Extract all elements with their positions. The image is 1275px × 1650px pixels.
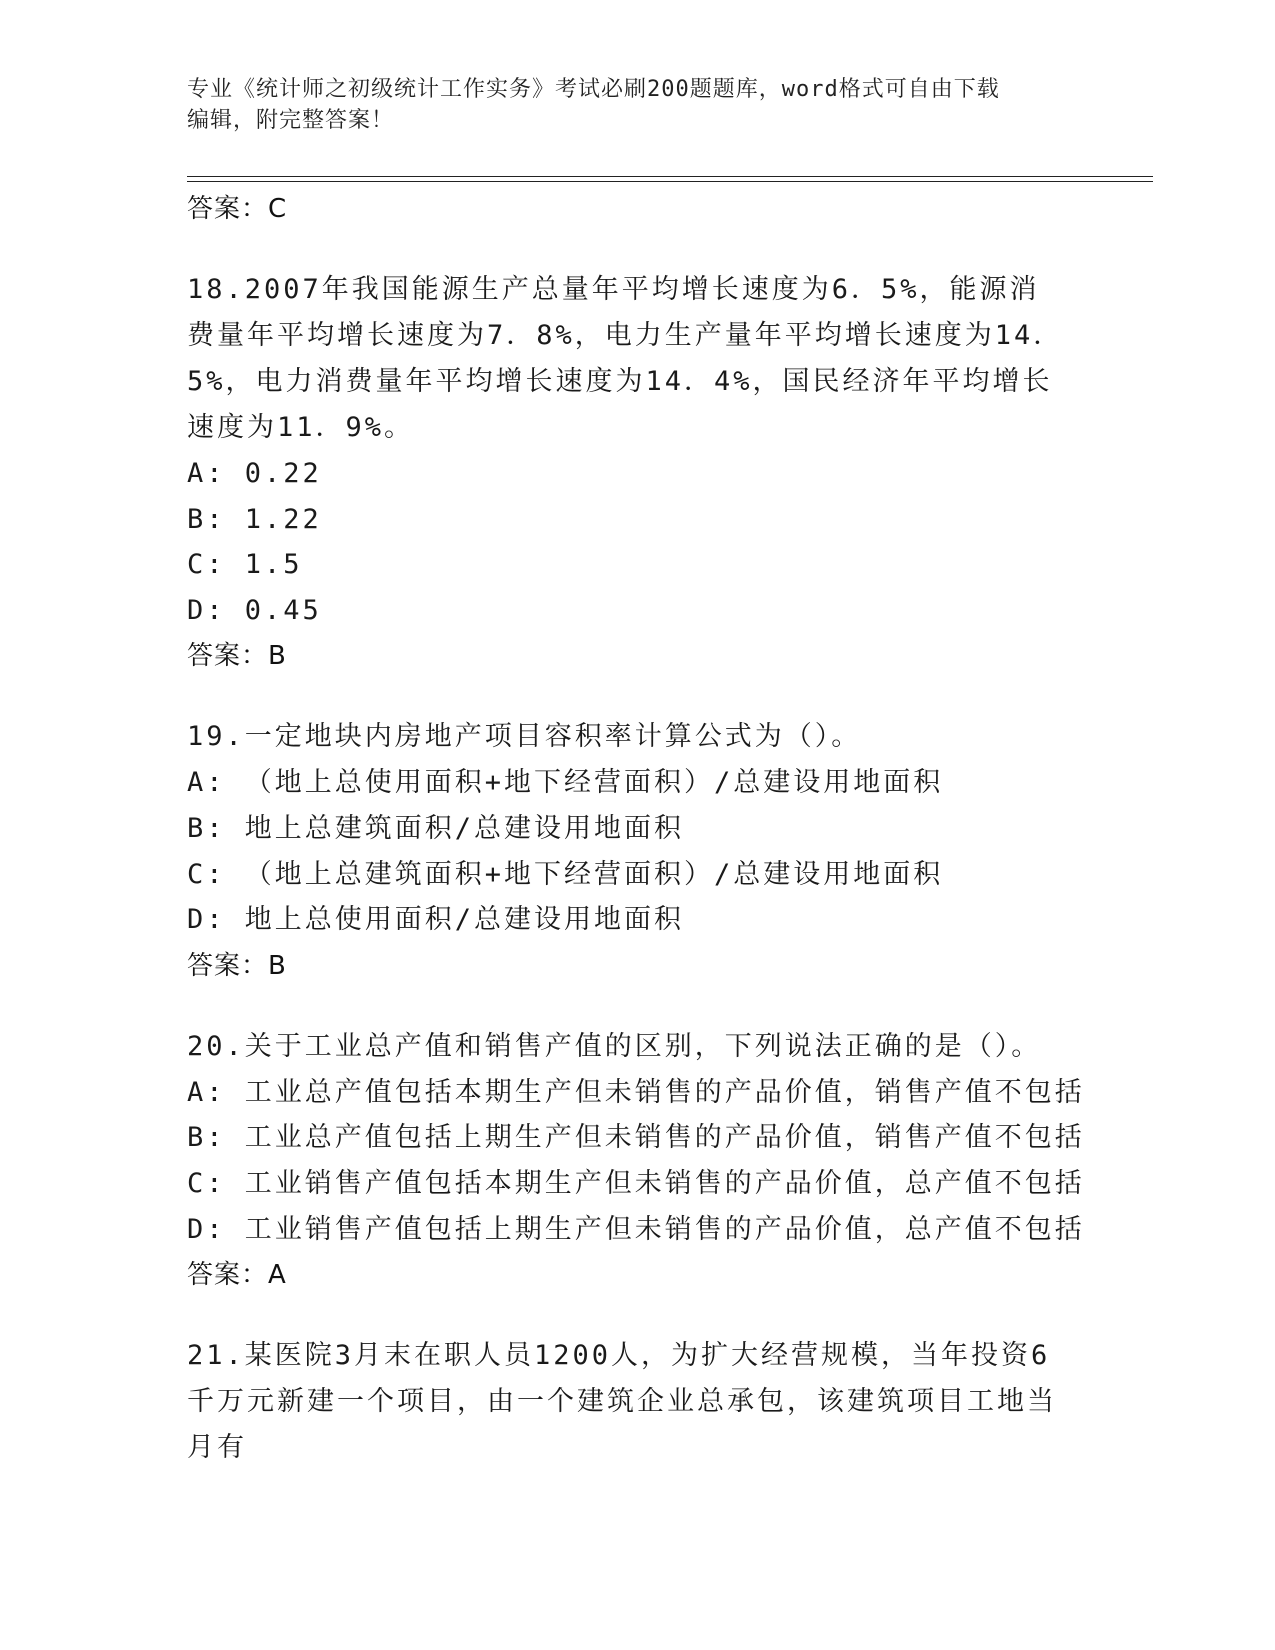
option-b: B: 1.22	[187, 503, 322, 535]
question-21	[187, 1333, 1087, 1471]
header-line-2: 编辑，附完整答案！	[187, 108, 395, 133]
option-a: A: 工业总产值包括本期生产但未销售的产品价值，销售产值不包括	[187, 1076, 1085, 1108]
option-a: A: 0.22	[187, 458, 322, 489]
option-d: D: 地上总使用面积/总建设用地面积	[187, 904, 685, 936]
answer: 答案：B	[187, 950, 287, 981]
question-20	[187, 1024, 1087, 1298]
option-c: C: 1.5	[187, 549, 303, 581]
document-body	[187, 186, 1087, 1506]
option-c: C: （地上总建筑面积+地下经营面积）/总建设用地面积	[187, 858, 944, 890]
option-d: D: 工业销售产值包括上期生产但未销售的产品价值，总产值不包括	[187, 1213, 1085, 1245]
header-rule-bottom	[187, 181, 1153, 182]
answer: 答案：B	[187, 641, 287, 672]
answer: 答案：A	[187, 1260, 287, 1291]
header-line-1: 专业《统计师之初级统计工作实务》考试必刷200题题库，word格式可自由下载	[187, 77, 1000, 102]
question-text: 18.2007年我国能源生产总量年平均增长速度为6．5%，能源消费量年平均增长速度为7．8%，电力生产量年平均增长速度为14．5%，电力消费量年平均增长速度为14．4%，国民经济年平均增长速度为11．9%。	[187, 274, 1064, 443]
header-rule-top	[187, 176, 1153, 177]
question-text: 20.关于工业总产值和销售产值的区别，下列说法正确的是（）。	[187, 1030, 1042, 1062]
question-text: 19.一定地块内房地产项目容积率计算公式为（）。	[187, 721, 862, 753]
option-a: A: （地上总使用面积+地下经营面积）/总建设用地面积	[187, 767, 944, 799]
document-header	[187, 74, 1067, 136]
option-b: B: 地上总建筑面积/总建设用地面积	[187, 812, 685, 844]
question-19	[187, 714, 1087, 988]
option-c: C: 工业销售产值包括本期生产但未销售的产品价值，总产值不包括	[187, 1167, 1085, 1199]
option-d: D: 0.45	[187, 594, 322, 626]
answer-previous: 答案：C	[187, 194, 288, 224]
question-18	[187, 267, 1087, 679]
option-b: B: 工业总产值包括上期生产但未销售的产品价值，销售产值不包括	[187, 1122, 1085, 1154]
question-text: 21.某医院3月末在职人员1200人，为扩大经营规模，当年投资6千万元新建一个项目，由一个建筑企业总承包，该建筑项目工地当月有	[187, 1340, 1057, 1464]
